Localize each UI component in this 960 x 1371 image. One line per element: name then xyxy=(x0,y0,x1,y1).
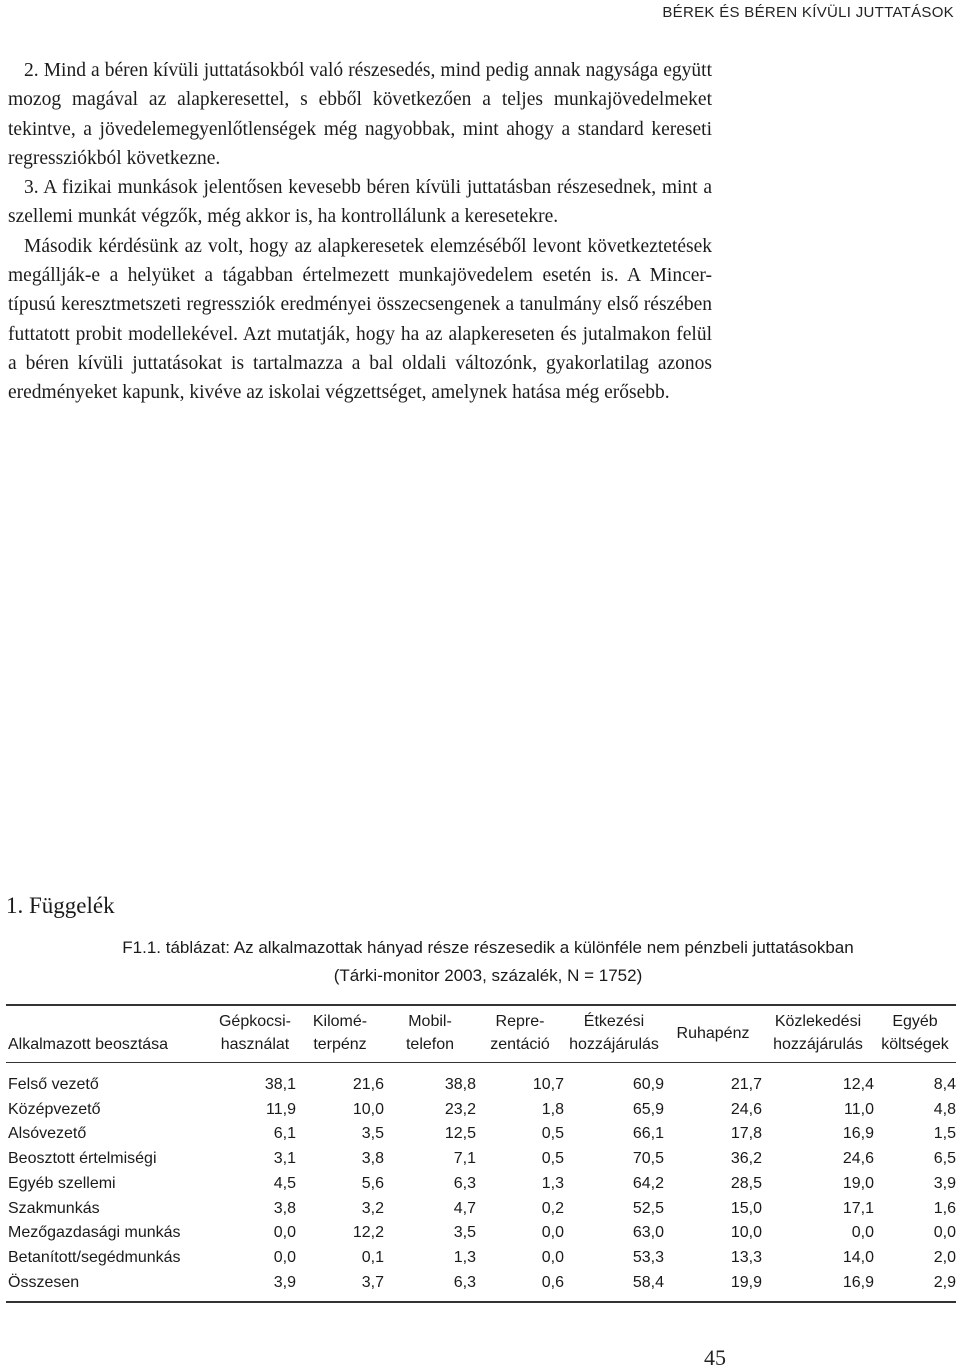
table-cell: 17,8 xyxy=(730,1125,762,1143)
column-header-line1: Mobil- xyxy=(408,1013,452,1030)
column-header xyxy=(874,1005,956,1063)
column-header-line2: hozzájárulás xyxy=(773,1036,863,1053)
table-cell: 1,3 xyxy=(453,1248,476,1266)
column-header-line1: Étkezési xyxy=(583,1013,645,1030)
table-cell: 60,9 xyxy=(632,1076,664,1093)
table-row xyxy=(6,1197,956,1222)
table-cell: 0,0 xyxy=(273,1224,296,1242)
table-cell: 0,2 xyxy=(541,1199,564,1217)
table-cell: 2,0 xyxy=(933,1248,956,1266)
table-cell: 38,8 xyxy=(444,1076,476,1093)
table-spacer-row xyxy=(6,1063,956,1074)
table-cell: 3,8 xyxy=(273,1199,296,1217)
row-label: Szakmunkás xyxy=(8,1199,100,1217)
table-cell: 66,1 xyxy=(632,1125,664,1143)
table-cell: 6,5 xyxy=(933,1150,956,1168)
table-cell: 4,8 xyxy=(933,1100,956,1118)
column-header xyxy=(384,1005,476,1063)
row-label: Mezőgazdasági munkás xyxy=(8,1224,181,1242)
table-cell: 12,5 xyxy=(444,1125,476,1143)
table-cell: 1,5 xyxy=(933,1125,956,1143)
table-cell: 3,9 xyxy=(273,1273,296,1291)
column-header-line2: zentáció xyxy=(490,1036,550,1053)
row-label: Egyéb szellemi xyxy=(8,1174,116,1192)
table-cell: 10,0 xyxy=(730,1224,762,1242)
page-number: 45 xyxy=(704,1345,726,1370)
table-cell: 1,8 xyxy=(541,1100,564,1118)
column-header-line1: Egyéb xyxy=(892,1013,938,1030)
table-cell: 1,3 xyxy=(541,1174,564,1192)
column-header-line1: Közlekedési xyxy=(774,1013,862,1030)
table-row xyxy=(6,1271,956,1303)
table-cell: 0,5 xyxy=(541,1125,564,1143)
table-cell: 14,0 xyxy=(842,1248,874,1266)
table-cell: 12,4 xyxy=(842,1076,874,1093)
table-cell: 2,9 xyxy=(933,1273,956,1291)
column-header xyxy=(296,1005,384,1063)
table-cell: 3,9 xyxy=(933,1174,956,1192)
column-header xyxy=(664,1005,762,1063)
table-cell: 10,7 xyxy=(532,1076,564,1093)
column-header-line1: Kilomé- xyxy=(312,1013,368,1030)
table-cell: 4,5 xyxy=(273,1174,296,1192)
column-header xyxy=(564,1005,664,1063)
running-head: BÉREK ÉS BÉREN KÍVÜLI JUTTATÁSOK xyxy=(662,4,954,21)
table-cell: 64,2 xyxy=(632,1174,664,1192)
spacer-cell xyxy=(6,1063,956,1074)
column-header-line2: telefon xyxy=(405,1036,455,1053)
paragraph-conclusion-2: 2. Mind a béren kívüli juttatásokból való részesedés, mind pedig annak nagysága együtt mozog magával az alapkeresettel, s ebből következően a teljes munkajövedelmeket tekintve, a jövedelemegyenlőtlenségek még nagyobbak, mint ahogy a standard kereseti regressziókból következne. xyxy=(8,60,712,169)
table-cell: 63,0 xyxy=(632,1224,664,1242)
table-cell: 3,8 xyxy=(361,1150,384,1168)
table-cell: 0,6 xyxy=(541,1273,564,1291)
table-cell: 38,1 xyxy=(264,1076,296,1093)
table-cell: 23,2 xyxy=(444,1100,476,1118)
column-header xyxy=(476,1005,564,1063)
table-cell: 12,2 xyxy=(352,1224,384,1242)
column-header-line1: Gépkocsi- xyxy=(218,1013,292,1030)
table-cell: 16,9 xyxy=(842,1125,874,1143)
column-header-line1: Repre- xyxy=(495,1013,545,1030)
body-text xyxy=(8,56,712,408)
table-cell: 65,9 xyxy=(632,1100,664,1118)
column-header-line2: terpénz xyxy=(313,1036,367,1053)
table-row xyxy=(6,1221,956,1246)
row-label: Alsóvezető xyxy=(8,1125,87,1143)
benefits-table xyxy=(6,1004,956,1303)
table-cell: 52,5 xyxy=(632,1199,664,1217)
table-cell: 1,6 xyxy=(933,1199,956,1217)
column-header-line2: költségek xyxy=(881,1036,949,1053)
table-caption-subtitle: (Tárki-monitor 2003, százalék, N = 1752) xyxy=(333,966,643,985)
table-cell: 0,0 xyxy=(273,1248,296,1266)
table-cell: 0,0 xyxy=(541,1248,564,1266)
table-cell: 0,0 xyxy=(933,1224,956,1242)
table-cell: 6,3 xyxy=(453,1273,476,1291)
table-caption xyxy=(60,934,916,990)
table-row xyxy=(6,1246,956,1271)
table-cell: 3,5 xyxy=(361,1125,384,1143)
table-cell: 16,9 xyxy=(842,1273,874,1291)
row-label: Betanított/segédmunkás xyxy=(8,1248,181,1266)
paragraph-conclusion-3: 3. A fizikai munkások jelentősen kevesebb béren kívüli juttatásban részesednek, mint a szellemi munkát végzők, még akkor is, ha kontrollálunk a keresetekre. xyxy=(8,177,712,228)
table-cell: 3,5 xyxy=(453,1224,476,1242)
appendix-heading: 1. Függelék xyxy=(6,893,115,918)
column-header-line1: Ruhapénz xyxy=(676,1024,750,1042)
column-header-line2: használat xyxy=(220,1036,290,1053)
table-cell: 17,1 xyxy=(842,1199,874,1217)
paragraph-second-question: Második kérdésünk az volt, hogy az alapkeresetek elemzéséből levont következtetések megállják-e a helyüket a tágabban értelmezett munkajövedelem esetén is. A Mincer-típusú keresztmetszeti regressziók eredményei összecsengenek a tanulmány első részében futtatott probit modellekével. Azt mutatják, hogy ha az alapkereseten és jutalmakon felül a béren kívüli juttatásokat is tartalmazza a bal oldali változónk, gyakorlatilag azonos eredményeket kapunk, kivéve az iskolai végzettséget, amelynek hatása még erősebb. xyxy=(8,235,712,404)
column-header-role: Alkalmazott beosztása xyxy=(8,1036,169,1053)
table-cell: 70,5 xyxy=(632,1150,664,1168)
table-cell: 8,4 xyxy=(933,1076,956,1093)
table-cell: 3,7 xyxy=(361,1273,384,1291)
table-cell: 6,3 xyxy=(453,1174,476,1192)
table-caption-title: F1.1. táblázat: Az alkalmazottak hányad része részesedik a különféle nem pénzbeli juttatásokban xyxy=(122,938,854,957)
table-cell: 7,1 xyxy=(453,1150,476,1168)
table-cell: 11,0 xyxy=(844,1100,874,1118)
table-cell: 3,2 xyxy=(361,1199,384,1217)
table-body xyxy=(6,1063,956,1303)
column-header xyxy=(214,1005,296,1063)
table-row xyxy=(6,1098,956,1123)
table-cell: 13,3 xyxy=(730,1248,762,1266)
table-cell: 21,7 xyxy=(730,1076,762,1093)
table-cell: 24,6 xyxy=(842,1150,874,1168)
table-row xyxy=(6,1147,956,1172)
table-cell: 19,9 xyxy=(730,1273,762,1291)
table-cell: 58,4 xyxy=(632,1273,664,1291)
column-header xyxy=(762,1005,874,1063)
table-cell: 0,0 xyxy=(541,1224,564,1242)
table-cell: 11,9 xyxy=(266,1100,296,1118)
row-label: Összesen xyxy=(8,1273,80,1291)
table-cell: 3,1 xyxy=(273,1150,296,1168)
row-label: Középvezető xyxy=(8,1100,101,1118)
table-header-row xyxy=(6,1005,956,1063)
table-cell: 4,7 xyxy=(453,1199,476,1217)
table-row xyxy=(6,1073,956,1098)
table-cell: 36,2 xyxy=(730,1150,762,1168)
table-cell: 0,0 xyxy=(851,1224,874,1242)
table-row xyxy=(6,1172,956,1197)
table-row xyxy=(6,1122,956,1147)
table-cell: 28,5 xyxy=(730,1174,762,1192)
table-cell: 5,6 xyxy=(361,1174,384,1192)
table-cell: 0,5 xyxy=(541,1150,564,1168)
table-cell: 19,0 xyxy=(842,1174,874,1192)
table-cell: 53,3 xyxy=(632,1248,664,1266)
table-cell: 15,0 xyxy=(730,1199,762,1217)
table-cell: 0,1 xyxy=(361,1248,384,1266)
column-header-line2: hozzájárulás xyxy=(569,1036,659,1053)
row-label: Beosztott értelmiségi xyxy=(8,1150,157,1168)
table-cell: 10,0 xyxy=(352,1100,384,1118)
table-cell: 6,1 xyxy=(273,1125,296,1143)
table-cell: 21,6 xyxy=(352,1076,384,1093)
row-label: Felső vezető xyxy=(8,1076,99,1093)
table-cell: 24,6 xyxy=(730,1100,762,1118)
